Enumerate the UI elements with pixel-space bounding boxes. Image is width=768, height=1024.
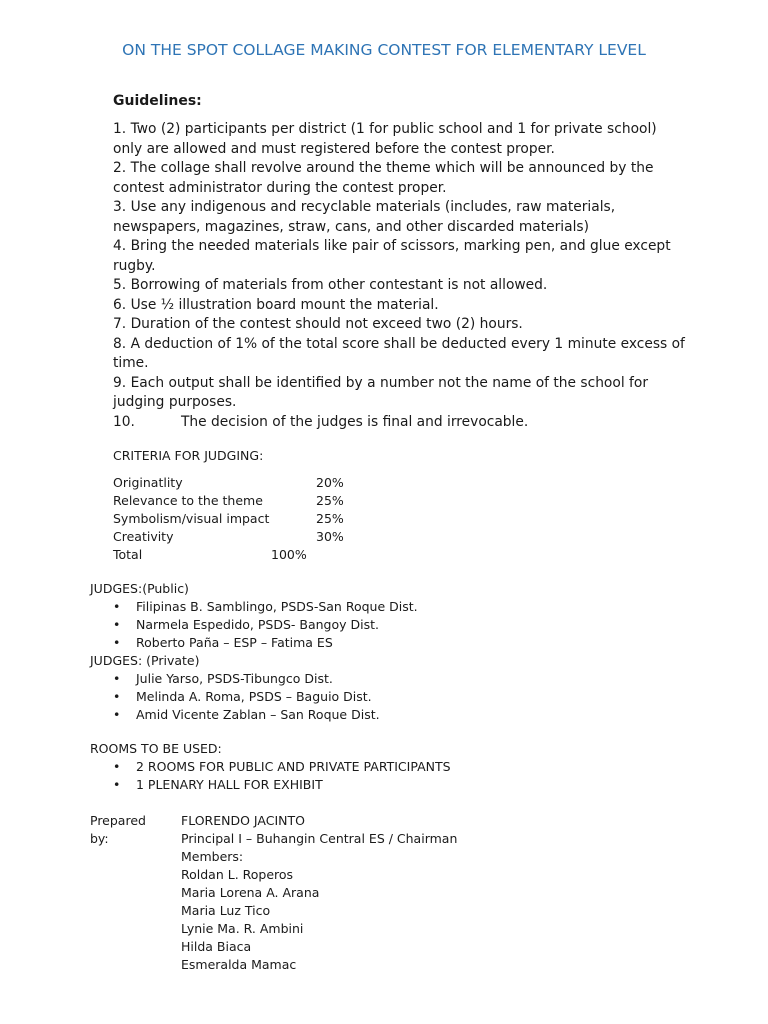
criteria-total-value: 100% — [271, 547, 307, 562]
guideline-number: 1. — [113, 121, 127, 137]
member-name: Maria Luz Tico — [181, 903, 271, 918]
criteria-row — [113, 474, 373, 492]
criteria-weight: 30% — [316, 529, 344, 544]
criteria-weight: 25% — [316, 511, 344, 526]
judge-item — [113, 598, 418, 616]
judge-item — [113, 670, 380, 688]
room-text: 2 ROOMS FOR PUBLIC AND PRIVATE PARTICIPANTS — [136, 759, 451, 774]
guideline-text: Use any indigenous and recyclable materials (includes, raw materials, newspapers, magazines, straw, cans, and other discarded materials) — [113, 199, 616, 235]
judge-name: Melinda A. Roma, PSDS – Baguio Dist. — [136, 689, 372, 704]
member-name: Maria Lorena A. Arana — [181, 885, 320, 900]
judge-item — [113, 706, 380, 724]
guideline-number: 4. — [113, 238, 127, 254]
guideline-number: 3. — [113, 199, 127, 215]
prepared-by-label: Prepared by: — [90, 813, 146, 846]
guideline-item — [113, 374, 688, 413]
judge-name: Amid Vicente Zablan – San Roque Dist. — [136, 707, 380, 722]
room-text: 1 PLENARY HALL FOR EXHIBIT — [136, 777, 323, 792]
guideline-text: Use ½ illustration board mount the material. — [130, 296, 439, 313]
criteria-table — [113, 474, 373, 564]
criteria-total-label: Total — [113, 547, 143, 562]
guideline-item — [113, 296, 688, 316]
bullet-icon: • — [113, 617, 121, 632]
guideline-item — [113, 237, 688, 276]
document-title: ON THE SPOT COLLAGE MAKING CONTEST FOR ELEMENTARY LEVEL — [122, 41, 646, 59]
guideline-number: 6. — [113, 296, 127, 313]
bullet-icon: • — [113, 689, 121, 704]
guideline-text: A deduction of 1% of the total score shall be deducted every 1 minute excess of time. — [113, 335, 685, 371]
judges-private-list — [113, 670, 380, 724]
guideline-text: Bring the needed materials like pair of scissors, marking pen, and glue except rugby. — [113, 238, 671, 274]
prepared-by-name: FLORENDO JACINTO — [181, 813, 305, 828]
rooms-list — [113, 758, 451, 794]
guideline-item — [113, 315, 688, 335]
bullet-icon: • — [113, 671, 121, 686]
criteria-label: Relevance to the theme — [113, 493, 263, 508]
criteria-label: Originatlity — [113, 475, 183, 490]
criteria-weight: 20% — [316, 475, 344, 490]
judge-item — [113, 688, 380, 706]
guideline-number: 2. — [113, 160, 127, 176]
member-name: Esmeralda Mamac — [181, 957, 297, 972]
bullet-icon: • — [113, 707, 121, 722]
rooms-heading: ROOMS TO BE USED: — [90, 741, 222, 756]
guideline-item — [113, 413, 688, 433]
judge-name: Julie Yarso, PSDS-Tibungco Dist. — [136, 671, 333, 686]
guidelines-list — [113, 120, 688, 432]
criteria-row — [113, 492, 373, 510]
member-name: Hilda Biaca — [181, 939, 252, 954]
bullet-icon: • — [113, 777, 121, 792]
judge-name: Filipinas B. Samblingo, PSDS-San Roque Dist. — [136, 599, 418, 614]
room-item — [113, 758, 451, 776]
criteria-weight: 25% — [316, 493, 344, 508]
criteria-total-row — [113, 546, 373, 564]
room-item — [113, 776, 451, 794]
guideline-text: The collage shall revolve around the theme which will be announced by the contest administrator during the contest proper. — [113, 160, 654, 196]
guideline-number: 9. — [113, 374, 127, 391]
bullet-icon: • — [113, 599, 121, 614]
guideline-text: Two (2) participants per district (1 for public school and 1 for private school) only are allowed and must registered before the contest proper. — [113, 121, 657, 157]
criteria-row — [113, 528, 373, 546]
members-label: Members: — [181, 849, 244, 864]
guideline-text: Each output shall be identified by a number not the name of the school for judging purposes. — [113, 374, 649, 410]
guidelines-heading: Guidelines: — [113, 93, 202, 109]
judges-private-heading: JUDGES: (Private) — [90, 653, 200, 668]
guideline-text: Duration of the contest should not exceed two (2) hours. — [130, 316, 523, 332]
bullet-icon: • — [113, 759, 121, 774]
member-name: Lynie Ma. R. Ambini — [181, 921, 304, 936]
judge-item — [113, 616, 418, 634]
guideline-item — [113, 335, 688, 374]
criteria-label: Symbolism/visual impact — [113, 511, 270, 526]
member-name: Roldan L. Roperos — [181, 867, 294, 882]
judges-public-heading: JUDGES:(Public) — [90, 581, 189, 596]
guideline-number: 7. — [113, 316, 127, 332]
prepared-position: Principal I – Buhangin Central ES / Chairman — [181, 831, 458, 846]
criteria-heading: CRITERIA FOR JUDGING: — [113, 448, 264, 463]
guideline-item — [113, 120, 688, 159]
judge-item — [113, 634, 418, 652]
judge-name: Narmela Espedido, PSDS- Bangoy Dist. — [136, 617, 379, 632]
guideline-number: 10. — [113, 413, 135, 430]
guideline-item — [113, 198, 688, 237]
guideline-text: The decision of the judges is final and irrevocable. — [181, 413, 529, 430]
criteria-row — [113, 510, 373, 528]
criteria-label: Creativity — [113, 529, 174, 544]
bullet-icon: • — [113, 635, 121, 650]
guideline-item — [113, 159, 688, 198]
guideline-number: 8. — [113, 335, 127, 352]
judge-name: Roberto Paña – ESP – Fatima ES — [136, 635, 333, 650]
guideline-item — [113, 276, 688, 296]
judges-public-list — [113, 598, 418, 652]
guideline-number: 5. — [113, 277, 127, 293]
guideline-text: Borrowing of materials from other contestant is not allowed. — [130, 277, 548, 293]
